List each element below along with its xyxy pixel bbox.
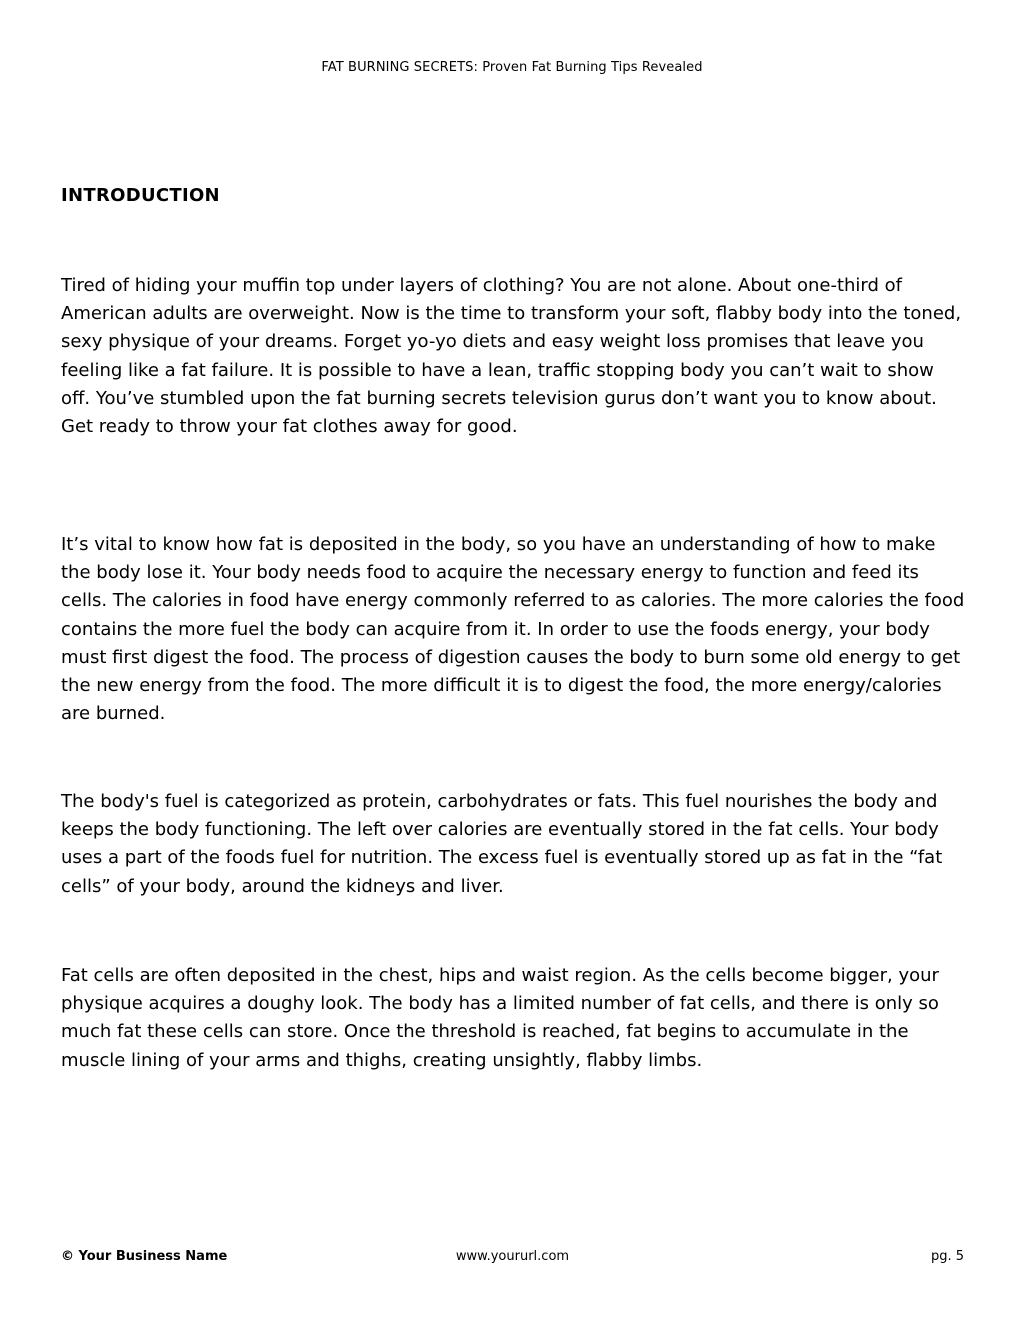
section-heading: INTRODUCTION xyxy=(61,185,220,206)
body-paragraph-3: The body's fuel is categorized as protein, carbohydrates or fats. This fuel nourishes the body and keeps the body functioning. The left over calories are eventually stored in the fat cells. Your body uses a part of the foods fuel for nutrition. The excess fuel is eventually stored up as fat in the “fat cells” of your body, around the kidneys and liver. xyxy=(61,791,943,897)
body-paragraph-1: Tired of hiding your muffin top under layers of clothing? You are not alone. About one-third of American adults are overweight. Now is the time to transform your soft, flabby body into the toned, sexy physique of your dreams. Forget yo-yo diets and easy weight loss promises that leave you feeling like a fat failure. It is possible to have a lean, traffic stopping body you can’t wait to show off. You’ve stumbled upon the fat burning secrets television gurus don’t want you to know about. Get ready to throw your fat clothes away for good. xyxy=(61,275,962,438)
body-paragraph-4: Fat cells are often deposited in the chest, hips and waist region. As the cells become bigger, your physique acquires a doughy look. The body has a limited number of fat cells, and there is only so much fat these cells can store. Once the threshold is reached, fat begins to accumulate in the muscle lining of your arms and thighs, creating unsightly, flabby limbs. xyxy=(61,965,939,1071)
page-header: FAT BURNING SECRETS: Proven Fat Burning Tips Revealed xyxy=(321,60,703,75)
body-paragraph-2: It’s vital to know how fat is deposited in the body, so you have an understanding of how to make the body lose it. Your body needs food to acquire the necessary energy to function and feed its cells. The calories in food have energy commonly referred to as calories. The more calories the food contains the more fuel the body can acquire from it. In order to use the foods energy, your body must first digest the food. The process of digestion causes the body to burn some old energy to get the new energy from the food. The more difficult it is to digest the food, the more energy/calories are burned. xyxy=(61,534,965,725)
footer-page-number: pg. 5 xyxy=(930,1249,964,1264)
footer-business-name: © Your Business Name xyxy=(61,1249,228,1264)
page-footer xyxy=(61,1249,964,1267)
footer-url: www.yoururl.com xyxy=(455,1249,570,1264)
